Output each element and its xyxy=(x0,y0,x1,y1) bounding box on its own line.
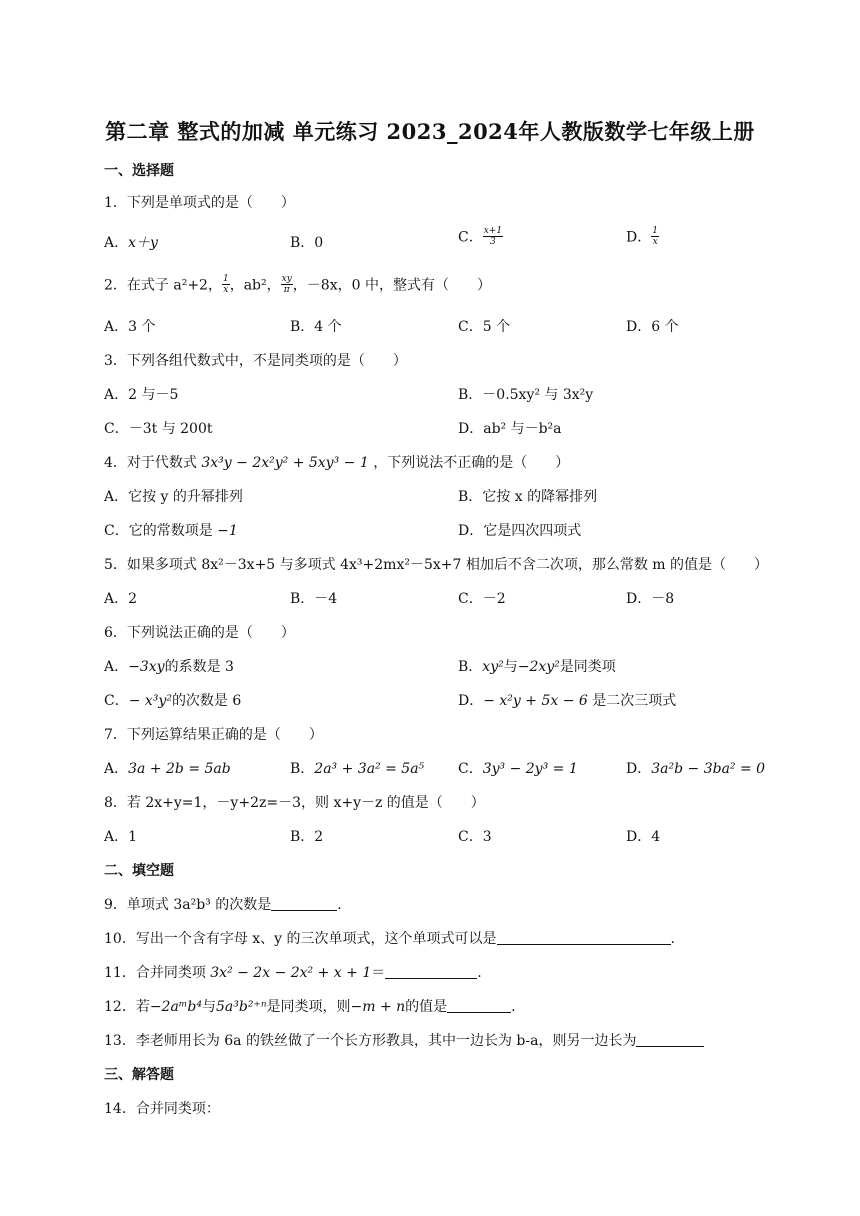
q5-option-d: D．－8 xyxy=(626,591,675,607)
q6-option-d: D．− x²y + 5x − 6 是二次三项式 xyxy=(458,693,677,709)
question-3: 3．下列各组代数式中，不是同类项的是（ ） xyxy=(104,353,407,369)
answer-blank[interactable] xyxy=(385,964,477,979)
question-9: 9．单项式 3a²b³ 的次数是 . xyxy=(104,897,342,913)
question-7: 7．下列运算结果正确的是（ ） xyxy=(104,727,323,743)
q6-option-a: A．−3xy的系数是 3 xyxy=(104,659,234,675)
q1-option-b: B．0 xyxy=(290,235,324,251)
q8-option-b: B．2 xyxy=(290,829,324,845)
q3-option-c: C．－3t 与 200t xyxy=(104,421,213,437)
q7-option-c: C．3y³ − 2y³ = 1 xyxy=(458,761,578,777)
question-11: 11．合并同类项 3x² − 2x − 2x² + x + 1＝ . xyxy=(104,965,482,981)
q5-option-b: B．－4 xyxy=(290,591,338,607)
q6-option-b: B．xy²与−2xy²是同类项 xyxy=(458,659,616,675)
q3-option-d: D．ab² 与－b²a xyxy=(458,421,562,437)
q7-option-a: A．3a + 2b = 5ab xyxy=(104,761,231,777)
question-4: 4．对于代数式 3x³y − 2x²y² + 5xy³ − 1 ，下列说法不正确的是（ ） xyxy=(104,455,570,471)
q2-option-b: B．4 个 xyxy=(290,319,342,335)
q1-option-a: A．x＋y xyxy=(104,235,158,251)
answer-blank[interactable] xyxy=(497,930,671,945)
q8-option-c: C．3 xyxy=(458,829,492,845)
question-10: 10．写出一个含有字母 x、y 的三次单项式，这个单项式可以是 . xyxy=(104,931,675,947)
question-6: 6．下列说法正确的是（ ） xyxy=(104,625,295,641)
q5-option-a: A．2 xyxy=(104,591,138,607)
q1-option-d: D． $\frac{1}{x}$ xyxy=(626,226,658,247)
q5-option-c: C．－2 xyxy=(458,591,506,607)
question-8: 8．若 2x+y=1，－y+2z=－3，则 x+y－z 的值是（ ） xyxy=(104,795,485,811)
question-12: 12．若−2aᵐb⁴与5a³b²⁺ⁿ是同类项，则−m + n的值是 . xyxy=(104,999,516,1015)
q2-option-d: D．6 个 xyxy=(626,319,679,335)
q8-option-a: A．1 xyxy=(104,829,138,845)
question-2: 2．在式子 a²+2， $\frac{1}{x}$ ，ab²， $\frac{xy}{\pi}$ ，－8x，0 中，整式有（ ） xyxy=(104,274,491,295)
question-14: 14．合并同类项： xyxy=(104,1101,220,1117)
page-title: 第二章 整式的加减 单元练习 2023_2024年人教版数学七年级上册 xyxy=(105,119,755,144)
section-heading-choice: 一、选择题 xyxy=(104,163,174,179)
q1-option-c: C． $\frac{x+1}{3}$ xyxy=(458,226,503,247)
q4-option-d: D．它是四次四项式 xyxy=(458,523,582,539)
section-heading-fill-in: 二、填空题 xyxy=(104,863,174,879)
q7-option-b: B．2a³ + 3a² = 5a⁵ xyxy=(290,761,425,777)
q3-option-a: A．2 与－5 xyxy=(104,387,179,403)
question-1: 1．下列是单项式的是（ ） xyxy=(104,195,295,211)
q4-option-c: C．它的常数项是 −1 xyxy=(104,523,238,539)
section-heading-solve: 三、解答题 xyxy=(104,1067,174,1083)
question-5: 5．如果多项式 8x²－3x+5 与多项式 4x³+2mx²－5x+7 相加后不含二次项，那么常数 m 的值是（ ） xyxy=(104,557,769,573)
q6-option-c: C．− x³y²的次数是 6 xyxy=(104,693,242,709)
question-13: 13．李老师用长为 6a 的铁丝做了一个长方形教具，其中一边长为 b-a，则另一边长为 xyxy=(104,1030,704,1050)
q2-option-a: A．3 个 xyxy=(104,319,156,335)
answer-blank[interactable] xyxy=(447,998,511,1013)
q3-option-b: B．－0.5xy² 与 3x²y xyxy=(458,387,594,403)
q4-option-b: B．它按 x 的降幂排列 xyxy=(458,489,598,505)
q8-option-d: D．4 xyxy=(626,829,661,845)
answer-blank[interactable] xyxy=(271,896,337,911)
q7-option-d: D．3a²b − 3ba² = 0 xyxy=(626,761,766,777)
q4-option-a: A．它按 y 的升幂排列 xyxy=(104,489,243,505)
q2-option-c: C．5 个 xyxy=(458,319,511,335)
answer-blank[interactable] xyxy=(636,1032,704,1047)
